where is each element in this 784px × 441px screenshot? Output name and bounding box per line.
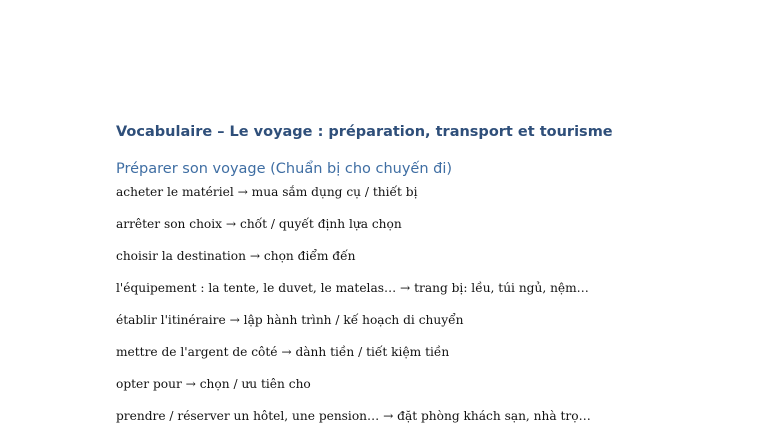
document-title: Vocabulaire – Le voyage : préparation, transport et tourisme — [116, 124, 613, 140]
vocab-item: arrêter son choix → chốt / quyết định lựa chọn — [116, 217, 402, 231]
vocab-item: l'équipement : la tente, le duvet, le matelas… → trang bị: lều, túi ngủ, nệm… — [116, 281, 589, 295]
vocab-item: établir l'itinéraire → lập hành trình / kế hoạch di chuyển — [116, 313, 464, 327]
vocabulary-list — [116, 183, 591, 439]
vocab-item: choisir la destination → chọn điểm đến — [116, 249, 356, 263]
vocab-item: opter pour → chọn / ưu tiên cho — [116, 377, 311, 391]
vocab-item: prendre / réserver un hôtel, une pension… → đặt phòng khách sạn, nhà trọ… — [116, 409, 591, 423]
section-heading: Préparer son voyage (Chuẩn bị cho chuyến đi) — [116, 161, 453, 177]
vocab-item: acheter le matériel → mua sắm dụng cụ / thiết bị — [116, 185, 418, 199]
vocab-item: mettre de l'argent de côté → dành tiền / tiết kiệm tiền — [116, 345, 450, 359]
